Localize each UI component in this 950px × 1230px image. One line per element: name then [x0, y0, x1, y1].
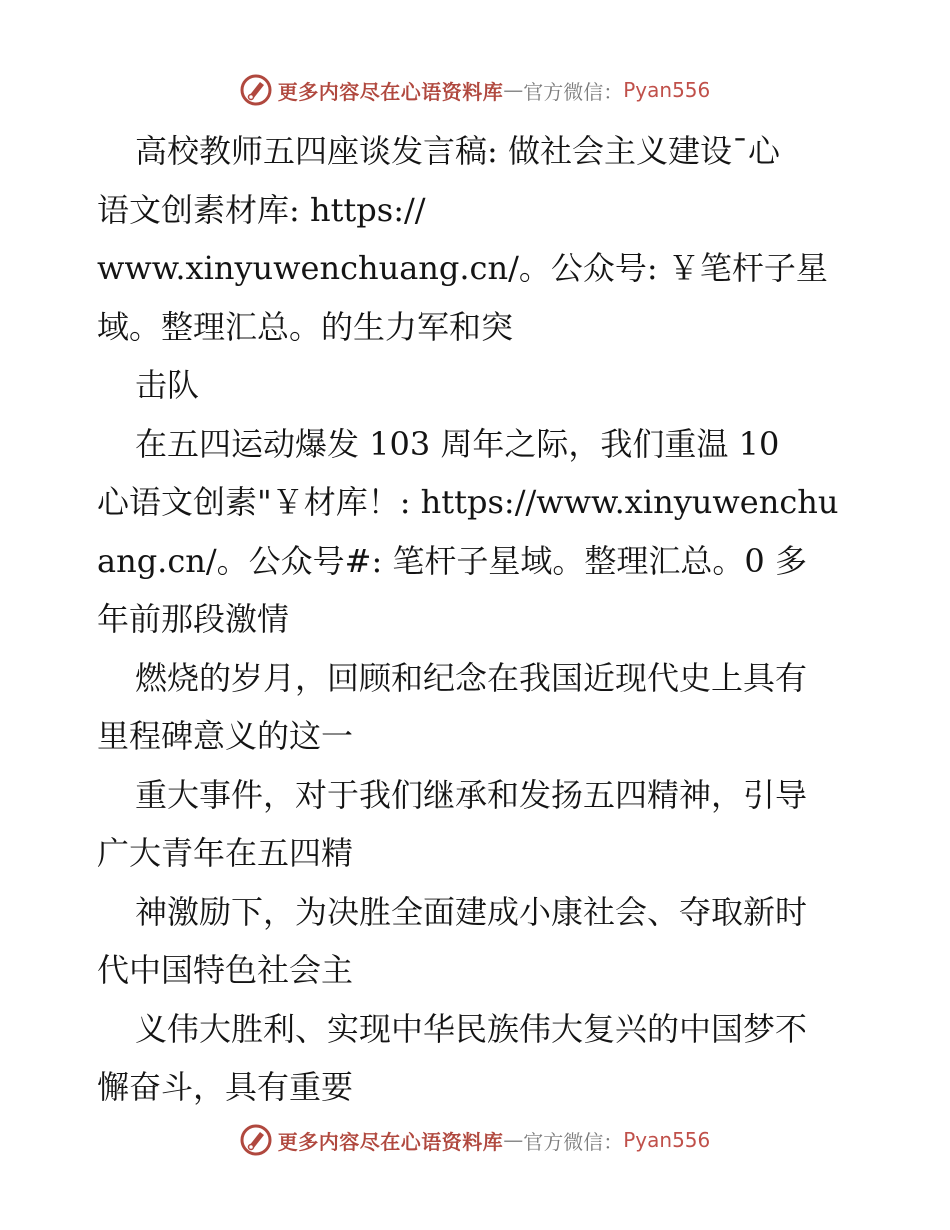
body-line: 高校教师五四座谈发言稿: 做社会主义建设¯心	[135, 132, 780, 170]
body-line: 义伟大胜利、实现中华民族伟大复兴的中国梦不	[135, 1009, 808, 1048]
body-line: 重大事件，对于我们继承和发扬五四精神，引导	[135, 775, 808, 814]
footer-promo-text: 更多内容尽在心语资料库	[277, 1129, 504, 1154]
body-line: 年前那段激情	[97, 600, 290, 638]
footer-dash: —	[503, 1128, 524, 1152]
footer-wechat-account: Pyan556	[623, 1128, 711, 1152]
footer-banner	[0, 1120, 950, 1160]
body-line: 代中国特色社会主	[97, 951, 354, 989]
body-line: 懈奋斗，具有重要	[97, 1068, 354, 1106]
header-wechat-account: Pyan556	[623, 78, 711, 102]
body-line: 击队	[135, 366, 200, 404]
header-promo-text: 更多内容尽在心语资料库	[277, 79, 504, 104]
body-line: 广大青年在五四精	[97, 834, 354, 872]
body-line: 在五四运动爆发 103 周年之际，我们重温 10	[135, 424, 780, 463]
brush-logo-icon	[240, 1124, 272, 1156]
body-line: www.xinyuwenchuang.cn/。公众号: ￥笔杆子星	[97, 249, 828, 287]
body-line: 神激励下，为决胜全面建成小康社会、夺取新时	[135, 892, 808, 931]
body-line: 域。整理汇总。的生力军和突	[97, 307, 514, 346]
header-banner	[0, 70, 950, 110]
header-wechat-label: 官方微信：	[523, 79, 624, 104]
body-line: 里程碑意义的这一	[97, 717, 354, 755]
body-line: 燃烧的岁月，回顾和纪念在我国近现代史上具有	[135, 658, 808, 697]
brush-logo-icon	[240, 74, 272, 106]
header-dash: —	[503, 78, 524, 102]
footer-wechat-label: 官方微信：	[523, 1129, 624, 1154]
document-body	[97, 122, 857, 1117]
body-line: 语文创素材库: https://	[97, 190, 426, 229]
body-line: 心语文创素"￥材库！: https://www.xinyuwenchu	[97, 483, 839, 521]
body-line: ang.cn/。公众号#: 笔杆子星域。整理汇总。0 多	[97, 541, 807, 580]
